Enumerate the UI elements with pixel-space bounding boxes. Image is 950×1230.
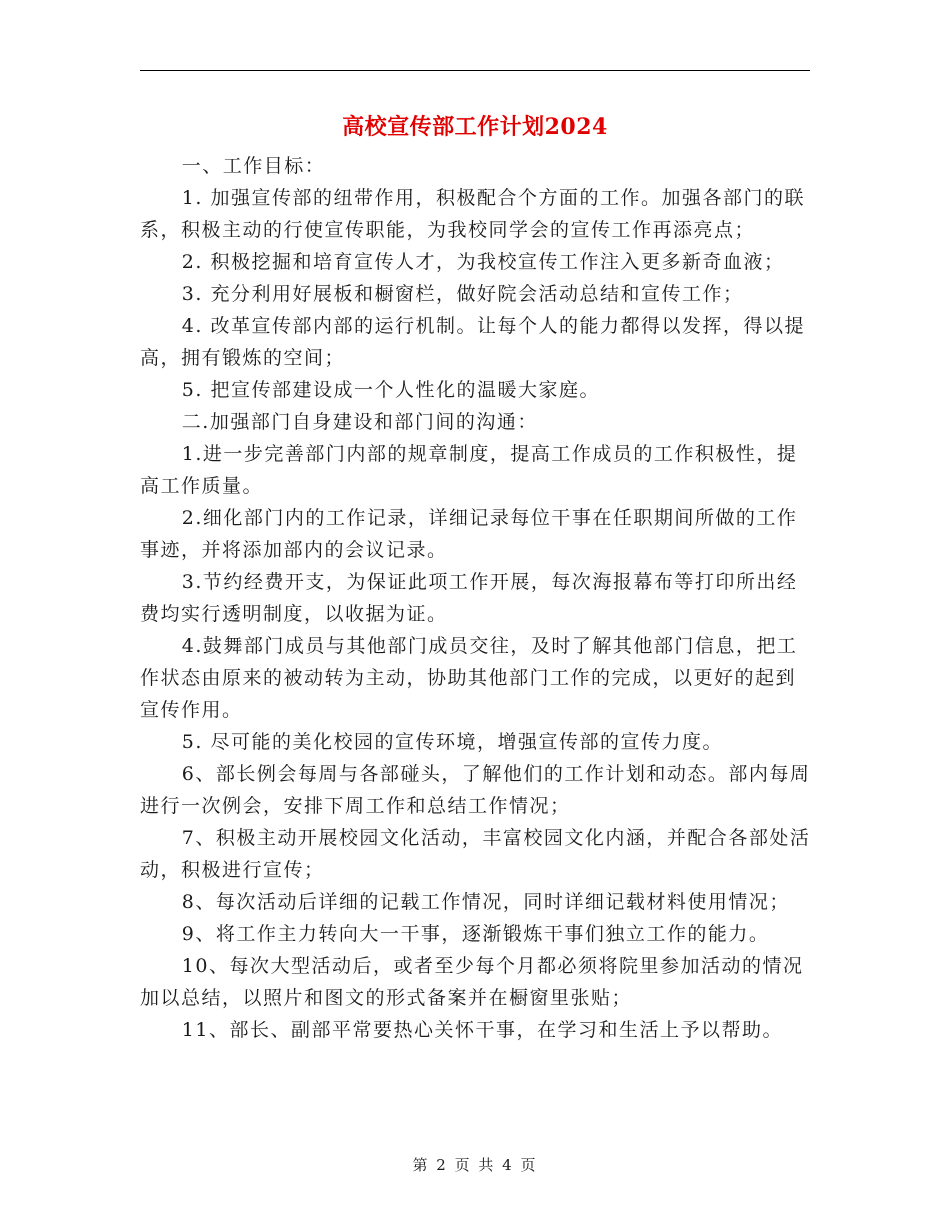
paragraph: 8、每次活动后详细的记载工作情况，同时详细记载材料使用情况；	[181, 891, 790, 913]
paragraph: 5. 把宣传部建设成一个人性化的温暖大家庭。	[181, 379, 600, 401]
paragraph: 2.细化部门内的工作记录，详细记录每位干事在任职期间所做的工作事迹，并将添加部内的会议记录。	[140, 507, 798, 561]
paragraph: 11、部长、副部平常要热心关怀干事，在学习和生活上予以帮助。	[181, 1019, 783, 1041]
paragraph: 10、每次大型活动后，或者至少每个月都必须将院里参加活动的情况加以总结，以照片和图文的形式备案并在橱窗里张贴；	[140, 955, 804, 1009]
paragraph: 5. 尽可能的美化校园的宣传环境，增强宣传部的宣传力度。	[181, 731, 723, 753]
header-rule	[140, 70, 810, 71]
paragraph: 3.节约经费开支，为保证此项工作开展，每次海报幕布等打印所出经费均实行透明制度，以收据为证。	[140, 571, 798, 625]
document-body	[140, 150, 812, 1046]
paragraph: 7、积极主动开展校园文化活动，丰富校园文化内涵，并配合各部处活动，积极进行宣传；	[140, 827, 811, 881]
paragraph: 2. 积极挖掘和培育宣传人才，为我校宣传工作注入更多新奇血液；	[181, 251, 785, 273]
paragraph: 4. 改革宣传部内部的运行机制。让每个人的能力都得以发挥，得以提高，拥有锻炼的空间；	[140, 315, 805, 369]
paragraph: 1. 加强宣传部的纽带作用，积极配合个方面的工作。加强各部门的联系，积极主动的行使宣传职能，为我校同学会的宣传工作再添亮点；	[140, 187, 805, 241]
paragraph: 1.进一步完善部门内部的规章制度，提高工作成员的工作积极性，提高工作质量。	[140, 443, 798, 497]
document-title: 高校宣传部工作计划2024	[342, 114, 608, 140]
paragraph: 4.鼓舞部门成员与其他部门成员交往，及时了解其他部门信息，把工作状态由原来的被动转为主动，协助其他部门工作的完成，以更好的起到宣传作用。	[140, 635, 798, 721]
paragraph: 6、部长例会每周与各部碰头，了解他们的工作计划和动态。部内每周进行一次例会，安排下周工作和总结工作情况；	[140, 763, 811, 817]
paragraph: 3. 充分利用好展板和橱窗栏，做好院会活动总结和宣传工作；	[181, 283, 744, 305]
paragraph: 9、将工作主力转向大一干事，逐渐锻炼干事们独立工作的能力。	[181, 923, 770, 945]
paragraph: 二.加强部门自身建设和部门间的沟通：	[181, 411, 538, 433]
paragraph: 一、工作目标：	[181, 155, 326, 177]
page-number-footer: 第 2 页 共 4 页	[412, 1156, 538, 1174]
